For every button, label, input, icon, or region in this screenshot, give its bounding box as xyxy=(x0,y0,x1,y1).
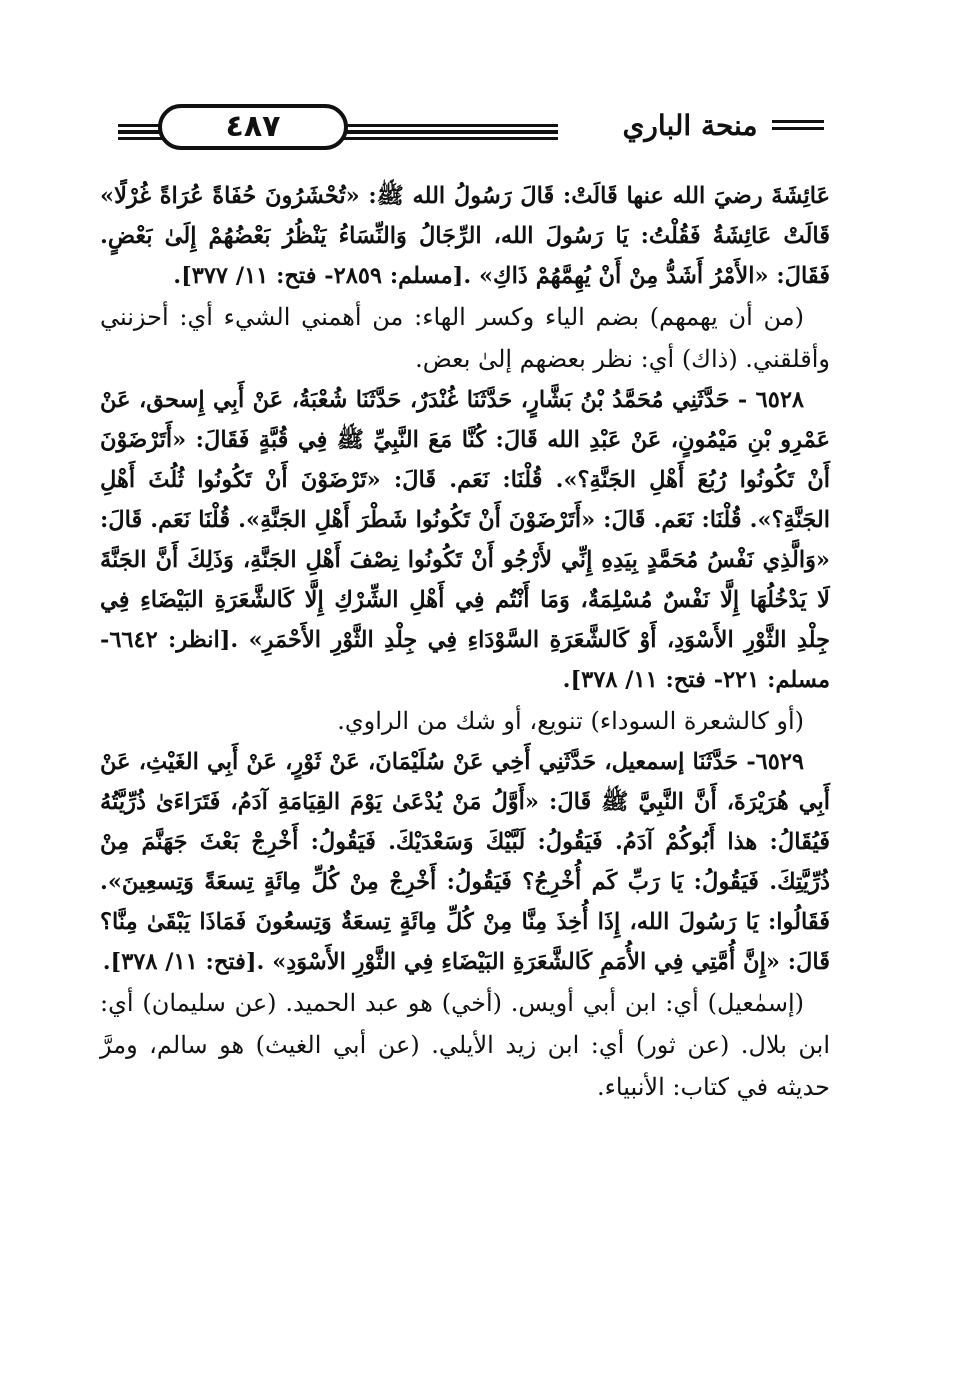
page-number: ٤٨٧ xyxy=(158,104,348,150)
header-rule-right xyxy=(772,120,824,132)
commentary-paragraph: (أو كالشعرة السوداء) تنويع، أو شك من الراوي. xyxy=(337,707,804,735)
hadith-paragraph: ٦٥٢٨ - حَدَّثَنِي مُحَمَّدُ بْنُ بَشَّارٍ، حَدَّثَنَا غُنْدَرٌ، حَدَّثَنَا شُعْبَةُ، عَنْ أَبِي إِسحق، عَنْ عَمْرِو بْنِ مَيْمُونٍ، عَنْ عَبْدِ الله قَالَ: كُنَّا مَعَ النَّبِيِّ ﷺ فِي قُبَّةٍ فَقَالَ: «أَتَرْضَوْنَ أَنْ تَكُونُوا رُبُعَ أَهْلِ الجَنَّةِ؟». قُلْنَا: نَعَم. قَالَ: «تَرْضَوْنَ أَنْ تَكُونُوا ثُلُثَ أَهْلِ الجَنَّةِ؟». قُلْنَا: نَعَم. قَالَ: «أَتَرْضَوْنَ أَنْ تَكُونُوا شَطْرَ أَهْلِ الجَنَّةِ». قُلْنَا نَعَم. قَالَ: «وَالَّذِي نَفْسُ مُحَمَّدٍ بِيَدِهِ إِنِّي لأَرْجُو أَنْ تَكُونُوا نِصْفَ أَهْلِ الجَنَّةِ، وَذَلِكَ أَنَّ الجَنَّةَ لَا يَدْخُلُهَا إِلَّا نَفْسٌ مُسْلِمَةٌ، وَمَا أَنْتُم فِي أَهْلِ الشِّرْكِ إِلَّا كَالشَّعَرَةِ البَيْضَاءِ فِي جِلْدِ الثَّوْرِ الأَسْوَدِ، أَوْ كَالشَّعَرَةِ السَّوْدَاءِ فِي جِلْدِ الثَّوْرِ الأَحْمَرِ» .[انظر: ٦٦٤٢- مسلم: ٢٢١- فتح: ١١/ ٣٧٨]. xyxy=(100,387,830,693)
page-header xyxy=(100,96,830,166)
hadith-paragraph: عَائِشَةَ رضيَ الله عنها قَالَتْ: قَالَ رَسُولُ الله ﷺ: «تُحْشَرُونَ حُفَاةً عُرَاةً غُرْلًا» قَالَتْ عَائِشَةُ فَقُلْتُ: يَا رَسُولَ الله، الرِّجَالُ وَالنِّسَاءُ يَنْظُرُ بَعْضُهُمْ إِلَىٰ بَعْضٍ. فَقَالَ: «الأَمْرُ أَشَدُّ مِنْ أَنْ يُهِمَّهُمْ ذَاكِ» .[مسلم: ٢٨٥٩- فتح: ١١/ ٣٧٧]. xyxy=(100,183,830,289)
commentary-paragraph: (إسمٰعيل) أي: ابن أبي أويس. (أخي) هو عبد الحميد. (عن سليمان) أي: ابن بلال. (عن ثور) أي: ابن زيد الأيلي. (عن أبي الغيث) هو سالم، ومرَّ حديثه في كتاب: الأنبياء. xyxy=(100,989,830,1101)
commentary-paragraph: (من أن يهمهم) بضم الياء وكسر الهاء: من أهمني الشيء أي: أحزنني وأقلقني. (ذاك) أي: نظر بعضهم إلىٰ بعض. xyxy=(100,303,830,373)
running-title: منحة الباري xyxy=(622,109,758,142)
hadith-paragraph: ٦٥٢٩- حَدَّثَنَا إسمعيل، حَدَّثَنِي أَخِي عَنْ سُلَيْمَانَ، عَنْ ثَوْرٍ، عَنْ أَبِي الغَيْثِ، عَنْ أَبِي هُرَيْرَةَ، أَنَّ النَّبِيَّ ﷺ قَالَ: «أَوَّلُ مَنْ يُدْعَىٰ يَوْمَ القِيَامَةِ آدَمُ، فَتَرَاءَىٰ ذُرِّيَّتُهُ فَيُقَالُ: هذا أَبُوكُمْ آدَمُ. فَيَقُولُ: لَبَّيْكَ وَسَعْدَيْكَ. فَيَقُولُ: أَخْرِجْ بَعْثَ جَهَنَّمَ مِنْ ذُرِّيَّتِكَ. فَيَقُولُ: يَا رَبِّ كَم أُخْرِجُ؟ فَيَقُولُ: أَخْرِجْ مِنْ كُلِّ مِائَةٍ تِسعَةً وَتِسعِينَ». فَقَالُوا: يَا رَسُولَ الله، إِذَا أُخِذَ مِنَّا مِنْ كُلِّ مِائَةٍ تِسعَةٌ وَتِسعُونَ فَمَاذَا يَبْقَىٰ مِنَّا؟ قَالَ: «إِنَّ أُمَّتِي فِي الأُمَمِ كَالشَّعَرَةِ البَيْضَاءِ فِي الثَّوْرِ الأَسْوَدِ» .[فتح: ١١/ ٣٧٨]. xyxy=(100,749,830,975)
page-body xyxy=(100,176,830,1108)
